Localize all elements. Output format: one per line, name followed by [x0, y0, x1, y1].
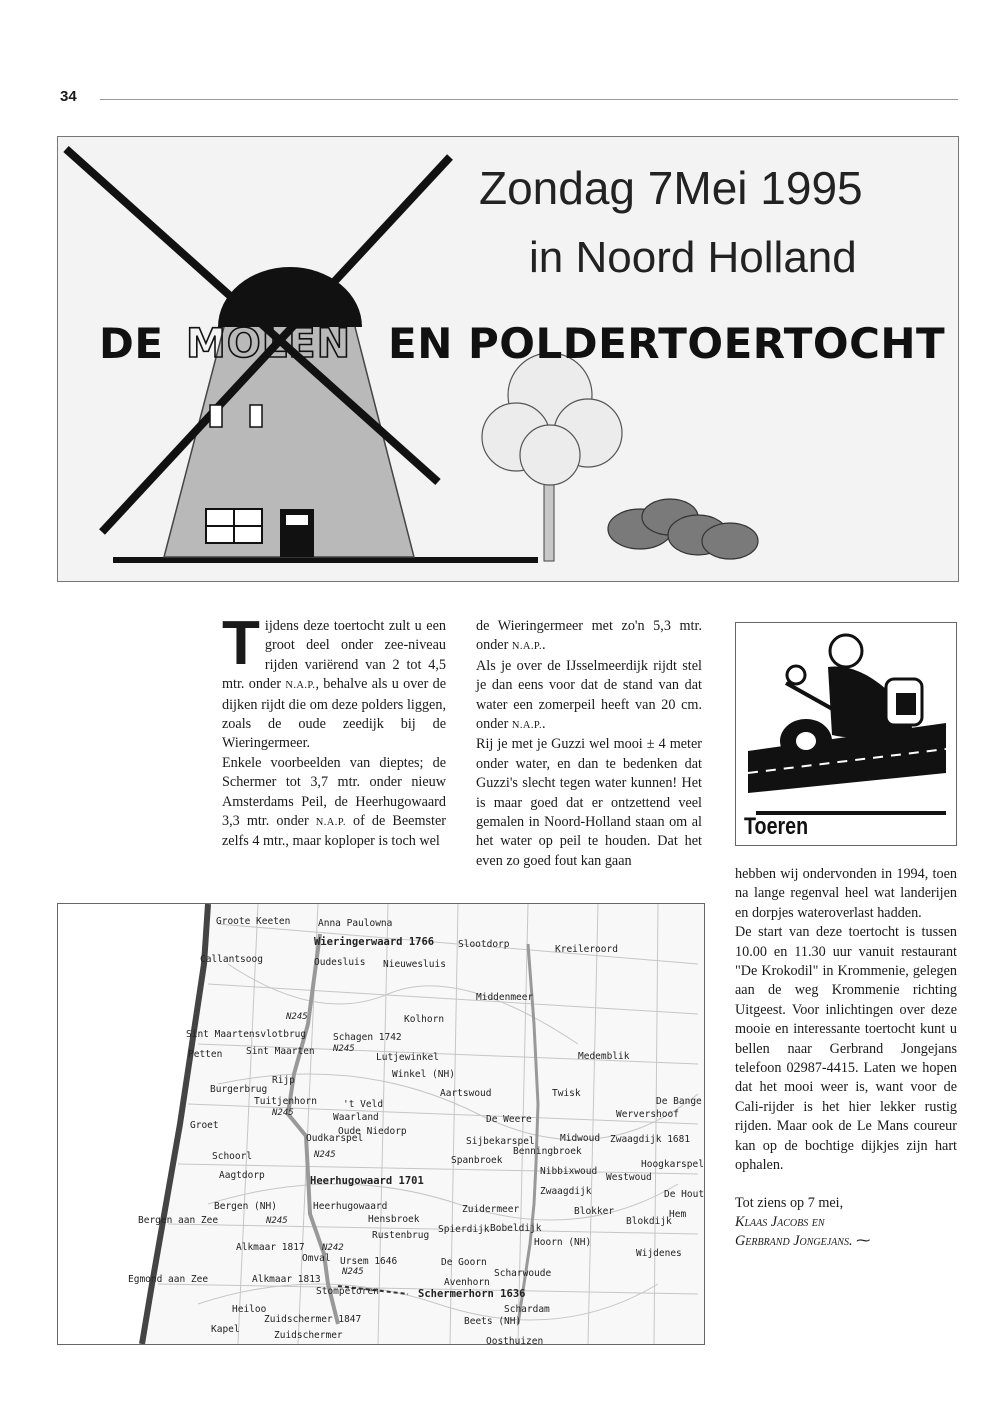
map-place-label: 't Veld [343, 1099, 384, 1110]
map-road-label: N242 [322, 1243, 344, 1253]
map-place-label: Omval [302, 1253, 331, 1264]
header-rule [100, 99, 958, 100]
map-place-label: Beets (NH) [464, 1316, 522, 1327]
map-place-label: Egmond aan Zee [128, 1274, 209, 1285]
map-road-label: N245 [266, 1216, 288, 1226]
map-place-label: Slootdorp [458, 939, 510, 950]
route-map [57, 903, 705, 1345]
article-column-3: hebben wij ondervonden in 1994, toen na lange regenval heel wat landerijen en dorpjes wateroverlast hadden. De start van deze toertocht is tussen 10.00 en 11.30 uur vanuit restaurant "De Krokodil" in Krommenie, gelegen aan de weg Krommenie richting Uitgeest. Voor inlichtingen over deze mooie en interessante toertocht kunt u bellen naar Gerbrand Jongejans telefoon 02987-4415. Laten we hopen dat het mooi weer is, want voor de Cali-rijder is het hier lekker rustig rijden. Maar ook de Le Mans coureur kan op de bochtige dijkjes zijn hart ophalen. Tot ziens op 7 mei, Klaas Jacobs en Gerbrand Jongejans. ⁓ [735, 866, 957, 1250]
map-place-label: Blokker [574, 1206, 615, 1217]
motorcycle-rider-icon [736, 623, 956, 845]
map-place-label: Zwaagdijk 1681 [610, 1134, 691, 1145]
map-road-label: N245 [314, 1150, 336, 1160]
toeren-label: Toeren [744, 813, 809, 840]
dropcap: T [222, 609, 260, 678]
banner-heading-rest: EN POLDERTOERTOCHT [388, 319, 946, 368]
map-place-label: Sint Maartensvlotbrug [186, 1029, 307, 1040]
banner-title-date: Zondag 7Mei 1995 [479, 162, 863, 214]
map-place-label: Waarland [333, 1112, 379, 1123]
map-place-label: Blokdijk [626, 1216, 672, 1227]
map-place-label: Oude Niedorp [338, 1126, 407, 1137]
map-place-label: Wijdenes [636, 1248, 682, 1259]
map-place-label: Rustenbrug [372, 1230, 430, 1241]
map-place-label: Zuidschermer [274, 1330, 343, 1341]
map-place-label: Oudkarspel [306, 1133, 364, 1144]
article-column-2: de Wieringermeer met zo'n 5,3 mtr. onder N.A.P.. Als je over de IJsselmeerdijk rijdt stel je dan eens voor dat de stand van dat water een zomerpeil heeft van 20 cm. onder N.A.P.. Rij je met je Guzzi wel mooi ± 4 meter onder water, en dan te bedenken dat Guzzi's slecht tegen water kunnen! Het is maar goed dat er ontzettend veel gemalen in Noord-Holland staan om al het water op peil te houden. Dat het even zo goed fout kan gaan [476, 618, 702, 869]
map-place-label: Hensbroek [368, 1214, 420, 1225]
map-place-label: Hem [669, 1209, 687, 1220]
map-place-label: Winkel (NH) [392, 1069, 455, 1080]
map-place-label: Kapel [211, 1324, 240, 1335]
map-place-label: De Bange [656, 1096, 702, 1107]
map-place-label: Oudesluis [314, 957, 366, 968]
map-place-label: Oosthuizen [486, 1336, 544, 1345]
map-place-label: Bergen (NH) [214, 1201, 277, 1212]
map-place-label: Sint Maarten [246, 1046, 315, 1057]
map-place-label: Burgerbrug [210, 1084, 268, 1095]
map-place-label: Medemblik [578, 1051, 630, 1062]
map-place-label: Wervershoof [616, 1109, 679, 1120]
map-place-label: Spanbroek [451, 1155, 503, 1166]
end-mark-icon: ⁓ [856, 1233, 871, 1250]
article-column-1: Tijdens deze toertocht zult u een groot deel onder zee-niveau rijden variërend van 2 tot 4,5 mtr. onder N.A.P., behalve als u over de dijken rijdt die om deze polders liggen, zoals de oude zeedijk bij de Wieringermeer. Enkele voorbeelden van dieptes; de Schermer tot 3,7 mtr. onder nieuw Amsterdams Peil, de Heerhugowaard 3,3 mtr. onder N.A.P. of de Beemster zelfs 4 mtr., maar koploper is toch wel [222, 609, 446, 850]
ground-line [113, 557, 538, 563]
map-place-label: Schoorl [212, 1151, 253, 1162]
map-place-label: Zuidschermer 1847 [264, 1314, 362, 1325]
map-place-label: Groote Keeten [216, 916, 291, 927]
banner-heading-molen: MOLEN [186, 321, 352, 367]
map-place-label: Alkmaar 1817 [236, 1242, 305, 1253]
banner-heading-de: DE [99, 319, 164, 368]
map-place-label: Scharwoude [494, 1268, 552, 1279]
map-place-label: Hoogkarspel [641, 1159, 704, 1170]
map-place-label: Schermerhorn 1636 [418, 1288, 526, 1300]
map-place-label: Rijp [272, 1075, 295, 1086]
map-place-label: Alkmaar 1813 [252, 1274, 321, 1285]
map-place-label: Groet [190, 1120, 219, 1131]
map-road-label: N245 [286, 1012, 308, 1022]
map-place-label: Twisk [552, 1088, 581, 1099]
map-place-label: Midwoud [560, 1133, 601, 1144]
map-place-label: Hoorn (NH) [534, 1237, 592, 1248]
map-place-label: Heerhugowaard 1701 [310, 1175, 424, 1187]
map-place-label: Bergen aan Zee [138, 1215, 219, 1226]
map-place-label: Nieuwesluis [383, 959, 446, 970]
map-place-label: Sijbekarspel [466, 1136, 535, 1147]
map-place-label: Anna Paulowna [318, 918, 393, 929]
map-place-label: Zwaagdijk [540, 1186, 592, 1197]
map-place-label: Lutjewinkel [376, 1052, 439, 1063]
map-road-label: N245 [342, 1267, 364, 1277]
map-place-label: De Weere [486, 1114, 532, 1125]
tree-crown [482, 353, 622, 485]
map-place-label: Kreileroord [555, 944, 618, 955]
page-number: 34 [60, 88, 77, 105]
map-road-label: N245 [272, 1108, 294, 1118]
map-place-label: Heiloo [232, 1304, 267, 1315]
map-place-label: Benningbroek [513, 1146, 582, 1157]
bushes [608, 499, 758, 559]
map-place-label: Middenmeer [476, 992, 534, 1003]
map-place-label: De Hout [664, 1189, 705, 1200]
map-place-label: Avenhorn [444, 1277, 490, 1288]
banner-illustration [57, 136, 959, 582]
map-place-label: De Goorn [441, 1257, 487, 1268]
map-place-label: Schagen 1742 [333, 1032, 402, 1043]
map-place-label: Aartswoud [440, 1088, 492, 1099]
map-place-label: Westwoud [606, 1172, 652, 1183]
banner-title-region: in Noord Holland [529, 233, 857, 282]
mill-window [210, 405, 222, 427]
map-road-label: N245 [333, 1044, 355, 1054]
map-place-label: Nibbixwoud [540, 1166, 598, 1177]
toeren-logo-box [735, 622, 957, 846]
map-place-label: Schardam [504, 1304, 550, 1315]
map-place-label: Petten [188, 1049, 223, 1060]
map-place-label: Zuidermeer [462, 1204, 520, 1215]
map-place-label: Aagtdorp [219, 1170, 265, 1181]
map-place-label: Ursem 1646 [340, 1256, 398, 1267]
map-place-label: Kolhorn [404, 1014, 445, 1025]
map-place-label: Stompetoren [316, 1286, 379, 1297]
map-place-label: Bobeldijk [490, 1223, 542, 1234]
map-place-label: Tuitjenhorn [254, 1096, 317, 1107]
map-place-label: Spierdijk [438, 1224, 490, 1235]
map-place-label: Heerhugowaard [313, 1201, 388, 1212]
map-place-label: Callantsoog [200, 954, 263, 965]
map-place-label: Wieringerwaard 1766 [314, 936, 435, 948]
mill-window [250, 405, 262, 427]
